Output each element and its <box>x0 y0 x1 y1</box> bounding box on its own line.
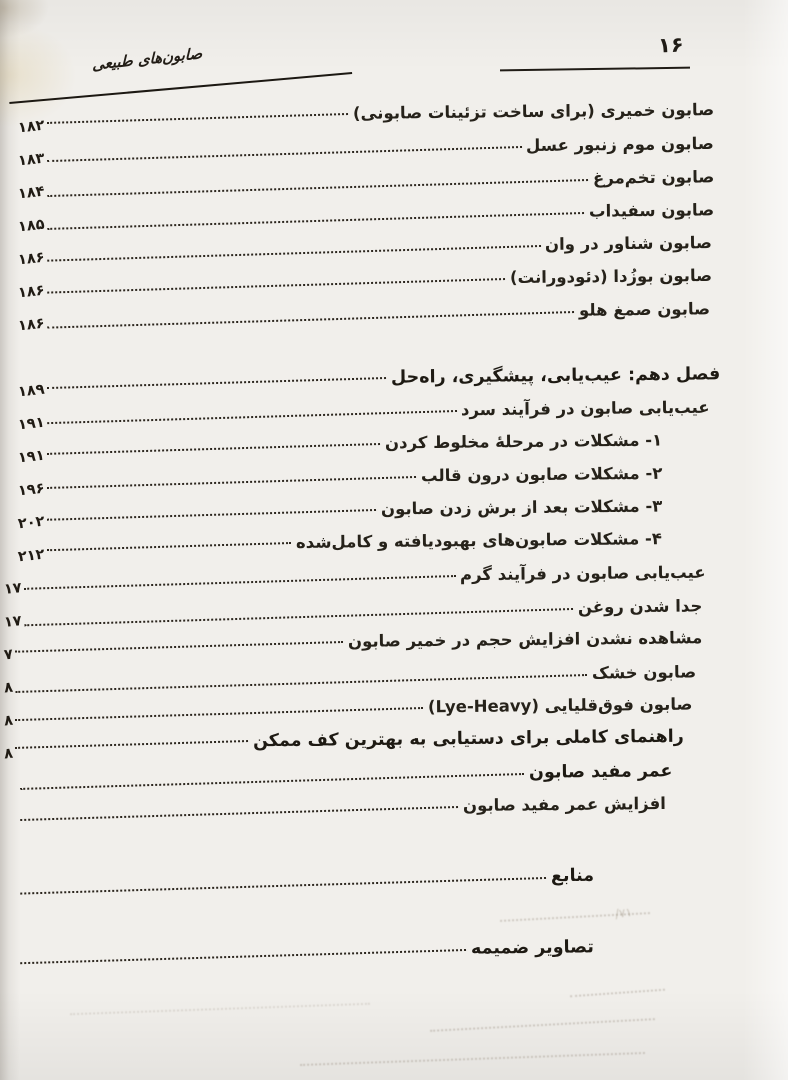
toc-entry-page-number: ۱۸۹ <box>17 381 46 401</box>
dotted-leader <box>18 936 471 966</box>
toc-entry-page-number: ۸ <box>3 679 14 697</box>
dotted-leader-line <box>20 773 523 790</box>
ghost-line <box>430 1018 655 1032</box>
dotted-leader-line <box>47 542 291 551</box>
dotted-leader <box>13 694 428 724</box>
toc-entry-title: صابون موم زنبور عسل <box>526 134 715 155</box>
toc-entry-page-number: ۱۸۶ <box>17 249 46 269</box>
toc-entry-row <box>6 166 788 203</box>
toc-subentry-row <box>6 430 788 467</box>
toc-subentry-row <box>6 496 788 533</box>
toc-entry-row <box>3 661 788 697</box>
toc-entry-title: فصل دهم: عیب‌یابی، پیشگیری، راه‌حل <box>390 364 721 388</box>
toc-entry-title: ۴- مشکلات صابون‌های بهبودیافته و کامل‌شده <box>295 529 663 552</box>
dotted-leader-line <box>47 179 588 197</box>
dotted-leader <box>45 397 462 427</box>
toc-entry-page-number: ۱۸۶ <box>17 282 46 302</box>
toc-entry-row <box>6 199 788 236</box>
dotted-leader-line <box>24 575 456 590</box>
toc-entry-title: راهنمای کاملی برای دستیابی به بهترین کف ممکن <box>253 726 685 752</box>
dotted-leader <box>13 661 592 691</box>
dotted-leader-line <box>47 146 522 162</box>
dotted-leader <box>45 298 579 328</box>
ghost-line <box>570 989 665 998</box>
toc-entry-title: صابون سفیداب <box>588 200 715 221</box>
toc-entry-row <box>6 793 788 826</box>
toc-entry-title: تصاویر ضمیمه <box>470 937 595 959</box>
toc-chapter-row <box>6 364 788 401</box>
toc-entry-row <box>6 298 788 335</box>
dotted-leader-line <box>15 740 248 749</box>
toc-entry-title: صابون فوق‌قلیایی (Lye-Heavy) <box>427 694 693 717</box>
toc-entry-title: مشاهده نشدن افزایش حجم در خمیر صابون <box>347 628 703 651</box>
dotted-leader <box>13 727 253 757</box>
toc-entry-title: ۳- مشکلات بعد از برش زدن صابون <box>380 496 663 519</box>
dotted-leader-line <box>47 377 386 389</box>
dotted-leader-line <box>20 877 546 895</box>
toc-chapter-row <box>3 726 788 763</box>
toc-entry-title: صابون تخم‌مرغ <box>592 167 715 188</box>
toc-entry-page-number: ۷ <box>3 646 14 664</box>
toc-entry-page-number: ۱۹۶ <box>17 480 46 500</box>
toc-entry-row <box>6 100 788 137</box>
dotted-leader <box>45 496 381 526</box>
toc-entry-page-number: ۱۸۴ <box>17 183 46 203</box>
toc-subentry-row <box>6 529 788 566</box>
toc-entry-row <box>3 628 788 664</box>
toc-entry-row <box>6 397 788 434</box>
toc-entry-title: ۲- مشکلات صابون درون قالب <box>420 463 663 486</box>
toc-entry-page-number: ۱۷ <box>3 580 23 598</box>
toc-entry-title: عیب‌یابی صابون در فرآیند سرد <box>461 397 711 420</box>
toc-entry-row <box>6 133 788 170</box>
toc-entry-page-number: ۱۸۵ <box>17 216 46 236</box>
toc-entry-page-number: ۲۱۲ <box>17 546 46 566</box>
page-header <box>0 0 788 100</box>
dotted-leader-line <box>47 245 540 262</box>
dotted-leader-line <box>20 949 466 964</box>
dotted-leader <box>45 364 391 394</box>
page-number: ۱۶ <box>657 32 685 58</box>
dotted-leader-line <box>47 212 584 230</box>
toc-entry-row <box>6 232 788 269</box>
dotted-leader-line <box>15 674 587 693</box>
dotted-leader-line <box>47 509 376 521</box>
ghost-line <box>70 1003 370 1015</box>
toc-entry-title: صابون بوزُدا (دئودورانت) <box>509 265 713 288</box>
toc-chapter-row <box>6 864 788 897</box>
toc-entry-page-number: ۱۸۶ <box>17 315 46 335</box>
dotted-leader-line <box>24 608 573 626</box>
dotted-leader-line <box>47 311 574 329</box>
dotted-leader <box>45 232 546 262</box>
toc-entry-title: صابون شناور در وان <box>545 233 713 254</box>
dotted-leader-line <box>15 707 423 721</box>
dotted-leader <box>45 529 296 559</box>
ghost-mark: /۷۱ <box>614 904 633 922</box>
dotted-leader <box>45 100 353 130</box>
toc-entry-title: صابون خشک <box>591 662 697 683</box>
toc-entry-page-number: ۱۸۳ <box>17 150 46 170</box>
toc-entry-title: عیب‌یابی صابون در فرآیند گرم <box>460 562 707 585</box>
dotted-leader <box>18 864 551 894</box>
toc-entry-page-number: ۱۹۱ <box>17 414 46 434</box>
toc-entry-title: عمر مفید صابون <box>528 761 673 783</box>
toc-entry-title: ۱- مشکلات در مرحلهٔ مخلوط کردن <box>384 430 663 453</box>
dotted-leader <box>45 265 510 295</box>
toc-entry-row <box>6 265 788 302</box>
dotted-leader-line <box>47 278 505 294</box>
dotted-leader <box>18 793 463 823</box>
toc-entry-page-number: ۱۸۲ <box>17 117 46 137</box>
dotted-leader <box>45 463 421 493</box>
toc-chapter-row <box>6 760 788 793</box>
dotted-leader <box>13 628 348 658</box>
dotted-leader <box>45 133 527 163</box>
toc-entry-title: جدا شدن روغن <box>577 596 703 617</box>
dotted-leader <box>45 166 593 196</box>
dotted-leader <box>18 760 529 790</box>
dotted-leader-line <box>15 641 343 653</box>
toc-entry-page-number: ۱۷ <box>3 613 23 631</box>
toc-entry-page-number: ۸ <box>3 712 14 730</box>
dotted-leader <box>22 562 461 592</box>
dotted-leader-line <box>47 113 348 124</box>
dotted-leader-line <box>47 476 416 489</box>
ghost-line <box>300 1052 645 1066</box>
dotted-leader-line <box>47 443 380 455</box>
table-of-contents <box>0 100 788 969</box>
dotted-leader <box>45 430 385 460</box>
toc-entry-page-number: ۸ <box>3 745 14 763</box>
dotted-leader <box>22 595 578 625</box>
toc-entry-row <box>3 694 788 730</box>
running-header-title: صابون‌های طبیعی <box>92 44 203 74</box>
dotted-leader-line <box>47 410 457 424</box>
toc-entry-row <box>3 562 788 598</box>
dotted-leader <box>45 199 589 229</box>
dotted-leader-line <box>20 806 458 821</box>
toc-chapter-row <box>6 936 788 969</box>
page-number-underline <box>500 67 690 72</box>
toc-entry-page-number: ۲۰۲ <box>17 513 46 533</box>
toc-entry-title: صابون صمغ هلو <box>578 299 711 320</box>
toc-entry-title: صابون خمیری (برای ساخت تزئینات صابونی) <box>352 100 715 123</box>
toc-entry-title: افزایش عمر مفید صابون <box>463 793 667 816</box>
toc-entry-row <box>3 595 788 631</box>
toc-subentry-row <box>6 463 788 500</box>
toc-entry-title: منابع <box>550 865 595 887</box>
toc-entry-page-number: ۱۹۱ <box>17 447 46 467</box>
